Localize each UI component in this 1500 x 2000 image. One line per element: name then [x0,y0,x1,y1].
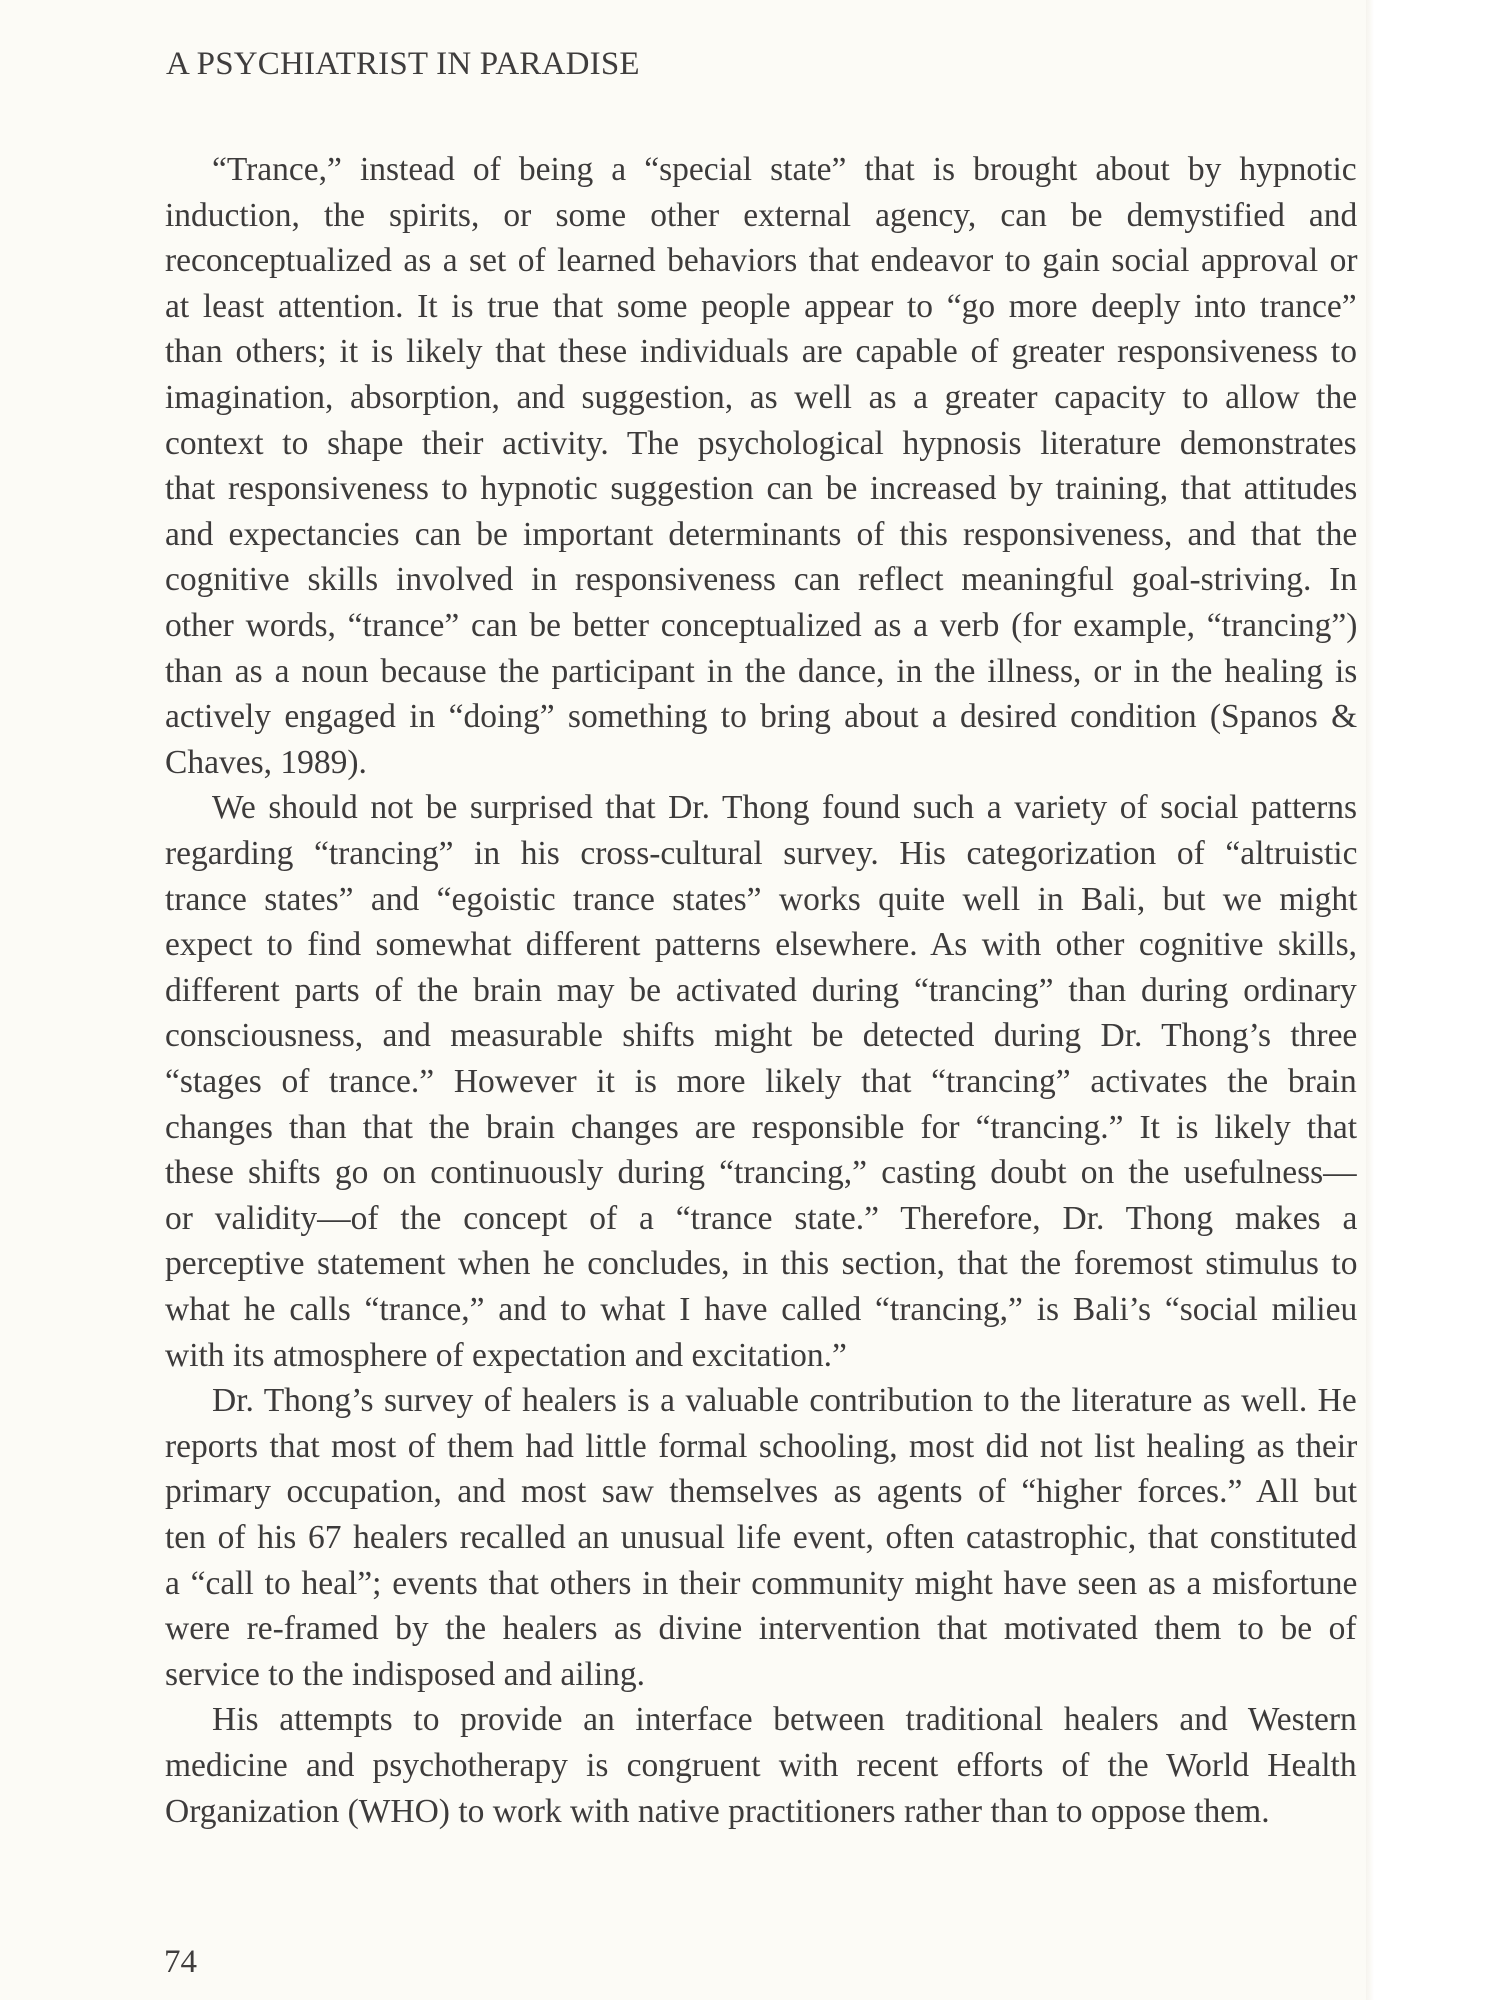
text-line: Dr. Thong’s survey of healers is a valuable contribution to the literature as well. He [212,1382,1357,1420]
text-line: primary occupation, and most saw themselves as agents of “higher forces.” All but [165,1473,1358,1511]
text-line: reports that most of them had little formal schooling, most did not list healing as their [165,1427,1358,1465]
text-line: perceptive statement when he concludes, in this section, that the foremost stimulus to [165,1245,1358,1283]
text-line: or validity—of the concept of a “trance state.” Therefore, Dr. Thong makes a [165,1199,1358,1237]
text-line: these shifts go on continuously during “trancing,” casting doubt on the usefulness— [165,1154,1357,1192]
text-line: regarding “trancing” in his cross-cultural survey. His categorization of “altruistic [165,835,1358,872]
running-head: A PSYCHIATRIST IN PARADISE [166,46,640,82]
text-line: than as a noun because the participant in the dance, in the illness, or in the healing is [165,652,1358,690]
page-edge-shadow [1366,0,1374,2000]
text-line: reconceptualized as a set of learned behaviors that endeavor to gain social approval or [165,242,1358,280]
text-line: “stages of trance.” However it is more likely that “trancing” activates the brain [165,1063,1357,1100]
text-line: what he calls “trance,” and to what I have called “trancing,” is Bali’s “social milieu [165,1291,1358,1328]
text-line: different parts of the brain may be activated during “trancing” than during ordinary [165,971,1357,1009]
text-line: We should not be surprised that Dr. Thong found such a variety of social patterns [212,789,1358,827]
text-line: with its atmosphere of expectation and excitation.” [165,1336,847,1374]
text-line: actively engaged in “doing” something to bring about a desired condition (Spanos & [165,698,1358,736]
text-line: service to the indisposed and ailing. [165,1655,646,1693]
text-line: context to shape their activity. The psychological hypnosis literature demonstrates [165,424,1357,462]
text-line: a “call to heal”; events that others in their community might have seen as a misfortune [165,1564,1358,1602]
text-line: were re-framed by the healers as divine intervention that motivated them to be of [165,1610,1357,1648]
text-line: ten of his 67 healers recalled an unusual life event, often catastrophic, that constituted [165,1519,1357,1556]
text-line: imagination, absorption, and suggestion, as well as a greater capacity to allow the [165,379,1358,416]
text-line: “Trance,” instead of being a “special state” that is brought about by hypnotic [212,151,1357,188]
text-line: cognitive skills involved in responsiveness can reflect meaningful goal-striving. In [165,561,1358,599]
text-line: changes than that the brain changes are responsible for “trancing.” It is likely that [165,1108,1358,1146]
text-line: and expectancies can be important determinants of this responsiveness, and that the [165,515,1358,553]
text-line: induction, the spirits, or some other external agency, can be demystified and [165,196,1358,234]
text-line: Organization (WHO) to work with native practitioners rather than to oppose them. [165,1792,1270,1830]
text-line: expect to find somewhat different patterns elsewhere. As with other cognitive skills, [165,926,1357,964]
text-line: consciousness, and measurable shifts might be detected during Dr. Thong’s three [165,1017,1358,1055]
text-line: trance states” and “egoistic trance states” works quite well in Bali, but we might [165,880,1358,918]
text-line: Chaves, 1989). [165,743,367,781]
text-line: His attempts to provide an interface between traditional healers and Western [212,1701,1357,1739]
text-line: than others; it is likely that these individuals are capable of greater responsiveness to [165,333,1357,371]
text-line: that responsiveness to hypnotic suggestion can be increased by training, that attitudes [165,470,1358,508]
page-number: 74 [164,1944,197,1980]
text-line: other words, “trance” can be better conceptualized as a verb (for example, “trancing”) [165,607,1358,644]
text-line: at least attention. It is true that some people appear to “go more deeply into trance” [165,287,1357,325]
text-line: medicine and psychotherapy is congruent with recent efforts of the World Health [165,1747,1357,1784]
